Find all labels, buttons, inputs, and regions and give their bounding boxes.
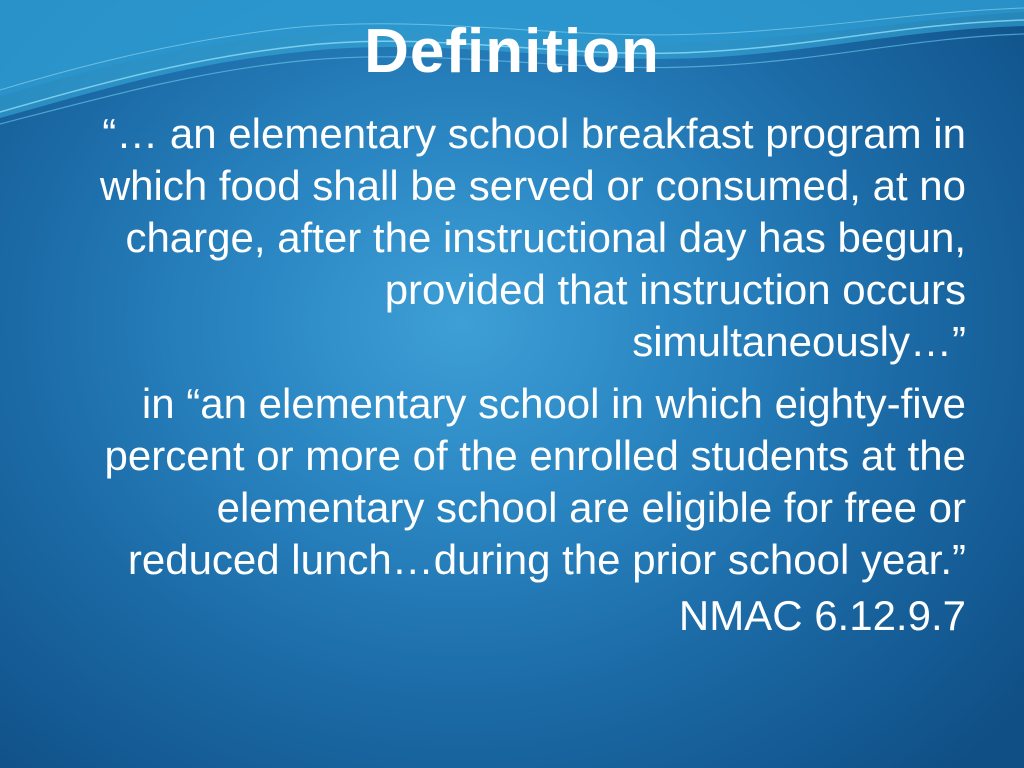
slide-title: Definition <box>364 17 660 86</box>
definition-quote-1: “… an elementary school breakfast program in which food shall be served or consumed, at no charge, after the instructional day has begun, provided that instruction occurs simultaneously…” <box>99 110 966 365</box>
slide-body <box>66 108 966 642</box>
citation: NMAC 6.12.9.7 <box>678 592 966 639</box>
definition-quote-2: in “an elementary school in which eighty-five percent or more of the enrolled students at the elementary school are eligible for free or reduced lunch…during the prior school year.” <box>104 380 966 583</box>
